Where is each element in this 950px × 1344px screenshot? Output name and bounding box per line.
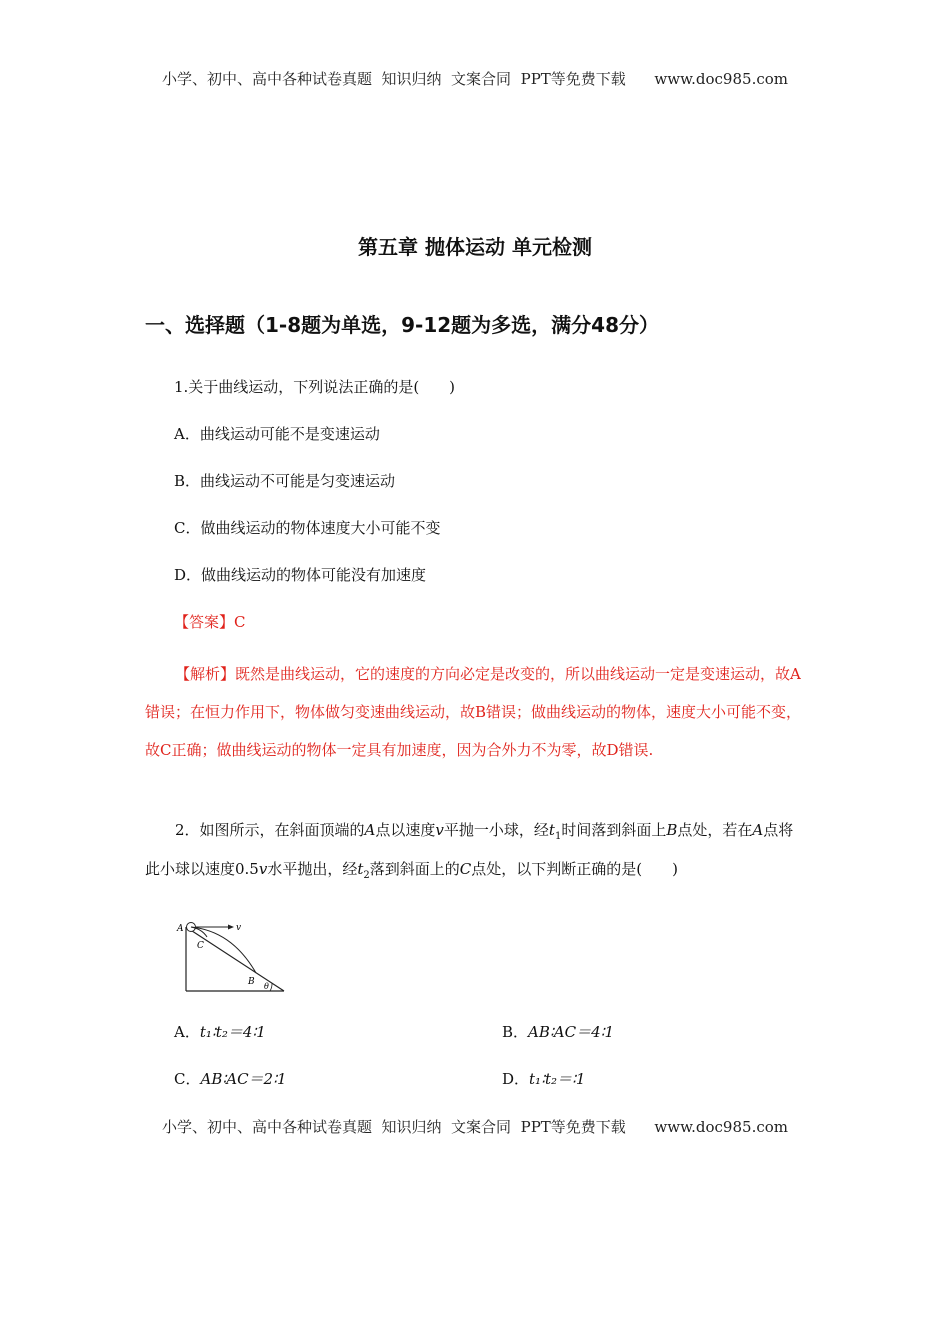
q1-analysis	[145, 655, 805, 769]
q1-answer: 【答案】C	[174, 613, 246, 631]
page-footer: 小学、初中、高中各种试卷真题 知识归纳 文案合同 PPT等免费下载 www.doc985.com	[161, 1118, 788, 1136]
page-title: 第五章 抛体运动 单元检测	[358, 235, 592, 259]
analysis-label: 【解析】	[175, 665, 236, 683]
label-a: A	[177, 924, 184, 934]
q2-option-b: B．AB∶AC＝4∶1	[502, 1023, 615, 1041]
label-b: B	[248, 977, 255, 987]
q1-option-d: D．做曲线运动的物体可能没有加速度	[174, 566, 427, 584]
velocity-arrowhead	[228, 925, 234, 930]
q1-stem: 1.关于曲线运动，下列说法正确的是( )	[174, 378, 456, 396]
page-header: 小学、初中、高中各种试卷真题 知识归纳 文案合同 PPT等免费下载 www.doc985.com	[161, 70, 788, 88]
incline-slope	[186, 927, 284, 991]
angle-arc	[270, 983, 272, 991]
q1-option-b: B．曲线运动不可能是匀变速运动	[174, 472, 396, 490]
q1-option-a: A．曲线运动可能不是变速运动	[174, 425, 380, 443]
q1-option-c: C．做曲线运动的物体速度大小可能不变	[174, 519, 441, 537]
section-title: 一、选择题（1-8题为单选，9-12题为多选，满分48分）	[145, 313, 660, 337]
analysis-text: 既然是曲线运动，它的速度的方向必定是改变的，所以曲线运动一定是变速运动，故A错误；在恒力作用下，物体做匀变速曲线运动，故B错误；做曲线运动的物体，速度大小可能不变，故C正确；做曲线运动的物体一定具有加速度，因为合外力不为零，故D错误.	[145, 665, 802, 759]
label-theta: θ	[264, 982, 269, 991]
label-v: v	[236, 923, 242, 933]
q2-option-c: C．AB∶AC＝2∶1	[174, 1070, 287, 1088]
q2-option-d: D．t₁∶t₂＝∶1	[502, 1070, 586, 1088]
incline-projectile-figure	[170, 915, 290, 997]
q2-option-a: A．t₁∶t₂＝4∶1	[174, 1023, 266, 1041]
label-c: C	[197, 941, 204, 951]
q2-stem: 2．如图所示，在斜面顶端的A点以速度v平抛一小球，经$t_1$时间落到斜面上B点处，若在A点将此小球以速度0.5v水平抛出，经$t_2$落到斜面上的C点处，以下判断正确的是( )	[145, 821, 794, 881]
